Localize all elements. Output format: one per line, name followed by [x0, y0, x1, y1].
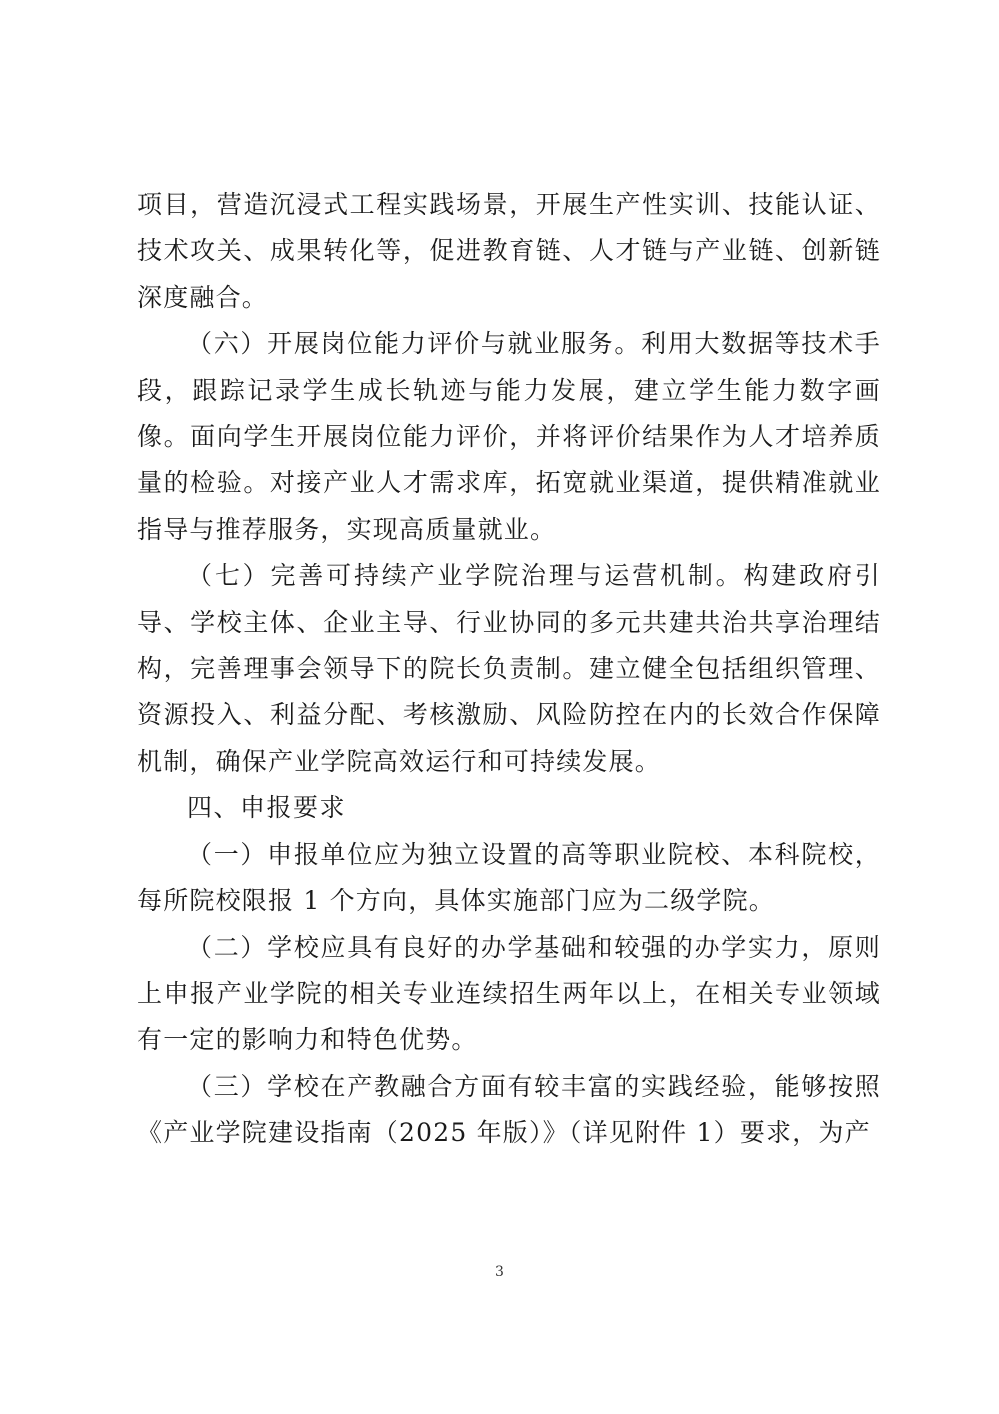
paragraph-continuation: 项目，营造沉浸式工程实践场景，开展生产性实训、技能认证、技术攻关、成果转化等，促进教育链、人才链与产业链、创新链深度融合。	[137, 190, 881, 312]
paragraph-requirement-3: （三）学校在产教融合方面有较丰富的实践经验，能够按照《产业学院建设指南（2025 年版）》（详见附件 1）要求，为产	[137, 1071, 881, 1148]
paragraph-section-6: （六）开展岗位能力评价与就业服务。利用大数据等技术手段，跟踪记录学生成长轨迹与能力发展，建立学生能力数字画像。面向学生开展岗位能力评价，并将评价结果作为人才培养质量的检验。对接产业人才需求库，拓宽就业渠道，提供精准就业指导与推荐服务，实现高质量就业。	[137, 329, 881, 544]
section-heading-application-requirements: 四、申报要求	[187, 793, 347, 823]
page-number: 3	[495, 1264, 504, 1280]
document-body	[137, 182, 881, 1157]
paragraph-requirement-1: （一）申报单位应为独立设置的高等职业院校、本科院校，每所院校限报 1 个方向，具体实施部门应为二级学院。	[137, 839, 881, 916]
paragraph-requirement-2: （二）学校应具有良好的办学基础和较强的办学实力，原则上申报产业学院的相关专业连续招生两年以上，在相关专业领域有一定的影响力和特色优势。	[137, 932, 881, 1055]
paragraph-section-7: （七）完善可持续产业学院治理与运营机制。构建政府引导、学校主体、企业主导、行业协同的多元共建共治共享治理结构，完善理事会领导下的院长负责制。建立健全包括组织管理、资源投入、利益分配、考核激励、风险防控在内的长效合作保障机制，确保产业学院高效运行和可持续发展。	[137, 561, 881, 776]
